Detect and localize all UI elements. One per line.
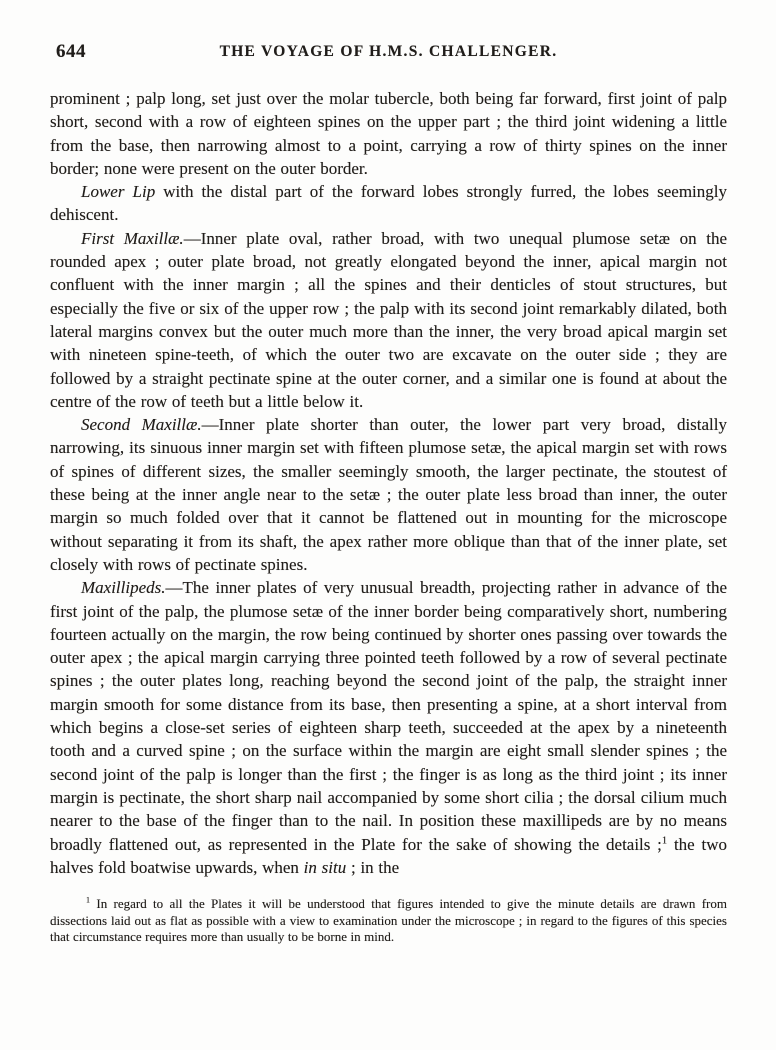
footnote-marker: 1 bbox=[661, 834, 668, 846]
paragraph bbox=[50, 180, 727, 227]
paragraph bbox=[50, 413, 727, 576]
paragraph bbox=[50, 576, 727, 879]
text-run: —Inner plate oval, rather broad, with two unequal plumose setæ on the rounded apex ; outer plate broad, not greatly elongated beyond the inner, apical margin not confluent with the inner margin ; all the spines and their denticles of stout structures, but especially the five or six of the upper row ; the palp with its second joint remarkably dilated, both lateral margins convex but the outer much more than the inner, the very broad apical margin set with nineteen spine-teeth, of which the outer two are excavate on the outer side ; they are followed by a straight pectinate spine at the outer corner, and a similar one is found at about the centre of the row of teeth but a little below it. bbox=[50, 228, 728, 411]
italic-text: Second Maxillæ. bbox=[81, 415, 202, 435]
running-title: THE VOYAGE OF H.M.S. CHALLENGER. bbox=[219, 43, 558, 60]
footnote bbox=[50, 896, 727, 946]
page-number: 644 bbox=[56, 41, 86, 62]
text-run: —The inner plates of very unusual breadth, projecting rather in advance of the first joint of the palp, the plumose setæ of the inner border being comparatively short, numbering fourteen actually on the margin, the row being continued by shorter ones passing over towards the outer apex ; the apical margin carrying three pointed teeth followed by a row of several pectinate spines ; the outer plates long, reaching beyond the second joint of the palp, the straight inner margin smooth for some distance from its base, then presenting a spine, at a short interval from which begins a close-set series of eighteen sharp teeth, succeeded at the apex by a nineteenth tooth and a curved spine ; on the surface within the margin are eight small slender spines ; the second joint of the palp is longer than the first ; the finger is as long as the third joint ; its inner margin is pectinate, the short sharp nail accompanied by some short cilia ; the dorsal cilium much nearer to the base of the finger than to the nail. In position these maxillipeds are by no means broadly flattened out, as represented in the Plate for the sake of showing the details ; bbox=[50, 578, 727, 854]
italic-text: in situ bbox=[303, 857, 347, 877]
page-header bbox=[50, 40, 727, 64]
text-run: the two halves fold boatwise upwards, when bbox=[50, 834, 727, 877]
page-body bbox=[50, 87, 727, 879]
text-run: with the distal part of the forward lobes strongly furred, the lobes seemingly dehiscent. bbox=[50, 182, 727, 225]
text-run: In regard to all the Plates it will be understood that figures intended to give the minute details are drawn from dissections laid out as flat as possible with a view to examination under the microscope ; in regard to the figures of this species that circumstance requires more than usually to be borne in mind. bbox=[50, 896, 727, 945]
text-run: ; in the bbox=[346, 857, 400, 877]
text-run: —Inner plate shorter than outer, the lower part very broad, distally narrowing, its sinuous inner margin set with fifteen plumose setæ, the apical margin set with rows of spines of different sizes, the smaller seemingly smooth, the larger pectinate, the stoutest of these being at the inner angle near to the setæ ; the outer plate less broad than inner, the outer margin so much folded over that it cannot be flattened out in mounting for the microscope without separating it from its shaft, the apex rather more oblique than that of the inner plate, set closely with rows of pectinate spines. bbox=[50, 415, 727, 574]
italic-text: Maxillipeds. bbox=[81, 578, 166, 598]
italic-text: First Maxillæ. bbox=[81, 228, 184, 248]
paragraph bbox=[50, 87, 727, 180]
italic-text: Lower Lip bbox=[81, 182, 156, 202]
paragraph bbox=[50, 227, 727, 413]
footnote-marker: 1 bbox=[86, 895, 91, 905]
text-run: prominent ; palp long, set just over the molar tubercle, both being far forward, first joint of palp short, second with a row of eighteen spines on the upper part ; the third joint widening a little from the base, then narrowing almost to a point, carrying a row of thirty spines on the inner border; none were present on the outer border. bbox=[50, 89, 727, 178]
